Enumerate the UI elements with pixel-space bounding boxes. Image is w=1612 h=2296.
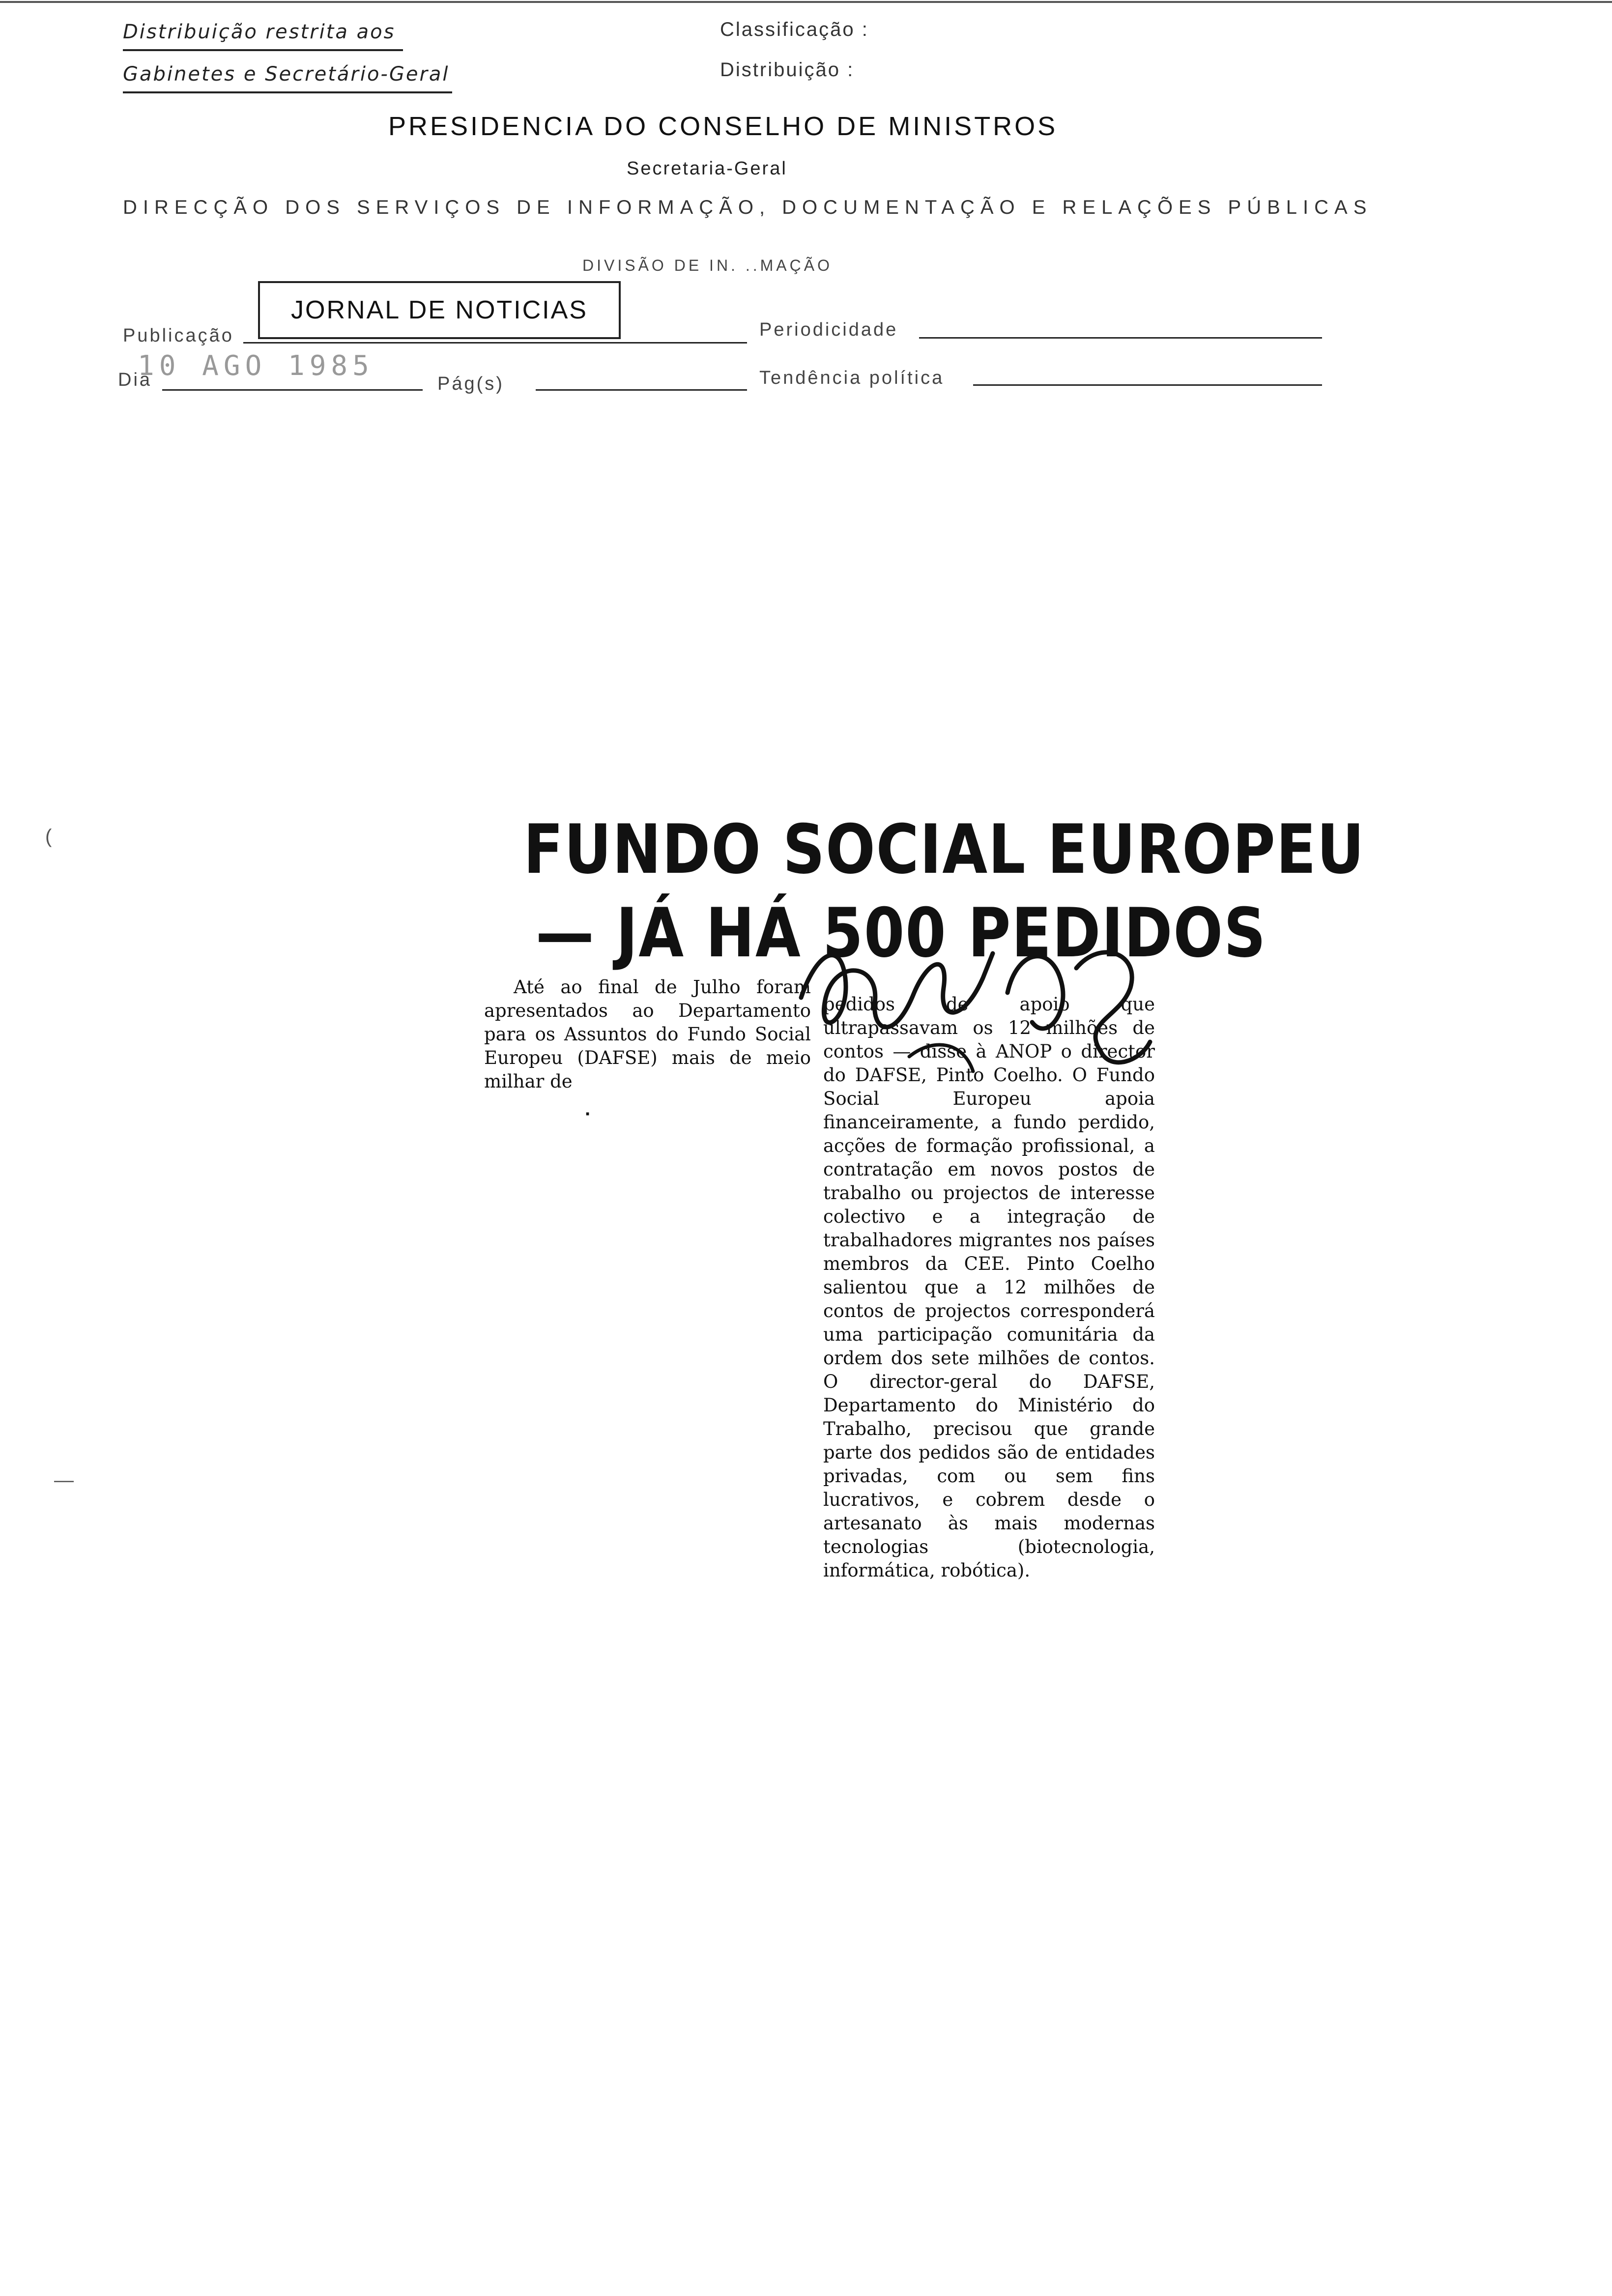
periodicidade-label: Periodicidade xyxy=(759,319,898,340)
dia-label: Dia xyxy=(118,370,152,390)
pags-label: Pág(s) xyxy=(437,373,504,394)
tendencia-label: Tendência política xyxy=(759,368,945,388)
classificacao-label: Classificação : xyxy=(720,19,869,40)
publicacao-underline xyxy=(243,342,747,344)
distribuicao-label: Distribuição : xyxy=(720,59,855,81)
restriction-rule-2 xyxy=(123,91,452,93)
restriction-line-2: Gabinetes e Secretário-Geral xyxy=(123,63,450,86)
article-headline-line-1: FUNDO SOCIAL EUROPEU xyxy=(523,810,1365,889)
margin-mark-bottom: — xyxy=(54,1469,74,1491)
pags-underline xyxy=(536,389,747,391)
secretariat-title: Secretaria-Geral xyxy=(627,158,787,179)
dia-underline xyxy=(162,389,423,391)
division-title: DIVISÃO DE IN. ..MAÇÃO xyxy=(582,257,833,274)
restriction-rule-1 xyxy=(123,49,403,51)
department-title: DIRECÇÃO DOS SERVIÇOS DE INFORMAÇÃO, DOCUMENTAÇÃO E RELAÇÕES PÚBLICAS xyxy=(123,197,1373,218)
article-right-text: pedidos de apoio que ultrapassavam os 12 milhões de contos — disse à ANOP o director do DAFSE, Pinto Coelho. O Fundo Social Europeu apoia financeiramente, a fundo perdido, acções de formação profissional, a contratação em novos postos de trabalho ou projectos de interesse colectivo e a integração de trabalhadores migrantes nos países membros da CEE. Pinto Coelho salientou que a 12 milhões de contos de projectos corresponderá uma participação comunitária da ordem dos sete milhões de contos. O director-geral do DAFSE, Departamento do Ministério do Trabalho, precisou que grande parte dos pedidos são de entidades privadas, com ou sem fins lucrativos, e cobrem desde o artesanato às mais modernas tecnologias (biotecnologia, informática, robótica). xyxy=(823,994,1155,1581)
article-left-text: Até ao final de Julho foram apresentados ao Departamento para os Assuntos do Fundo Social Europeu (DAFSE) mais de meio milhar de xyxy=(484,976,811,1092)
periodicidade-underline xyxy=(919,337,1322,339)
article-left-column xyxy=(484,976,811,1093)
organization-title: PRESIDENCIA DO CONSELHO DE MINISTROS xyxy=(388,112,1058,141)
date-stamp: 10 AGO 1985 xyxy=(138,350,374,382)
handwritten-signature-icon xyxy=(786,894,1160,1101)
article-headline-line-2: — JÁ HÁ 500 PEDIDOS xyxy=(536,893,1267,973)
publicacao-label: Publicação xyxy=(123,325,234,346)
column-mark: · xyxy=(585,1103,592,1125)
publication-stamp xyxy=(258,281,621,339)
publication-name: JORNAL DE NOTICIAS xyxy=(291,296,588,324)
top-scan-edge xyxy=(0,1,1612,3)
tendencia-underline xyxy=(973,384,1322,386)
restriction-line-1: Distribuição restrita aos xyxy=(123,21,396,43)
margin-mark-top: ( xyxy=(45,826,52,847)
